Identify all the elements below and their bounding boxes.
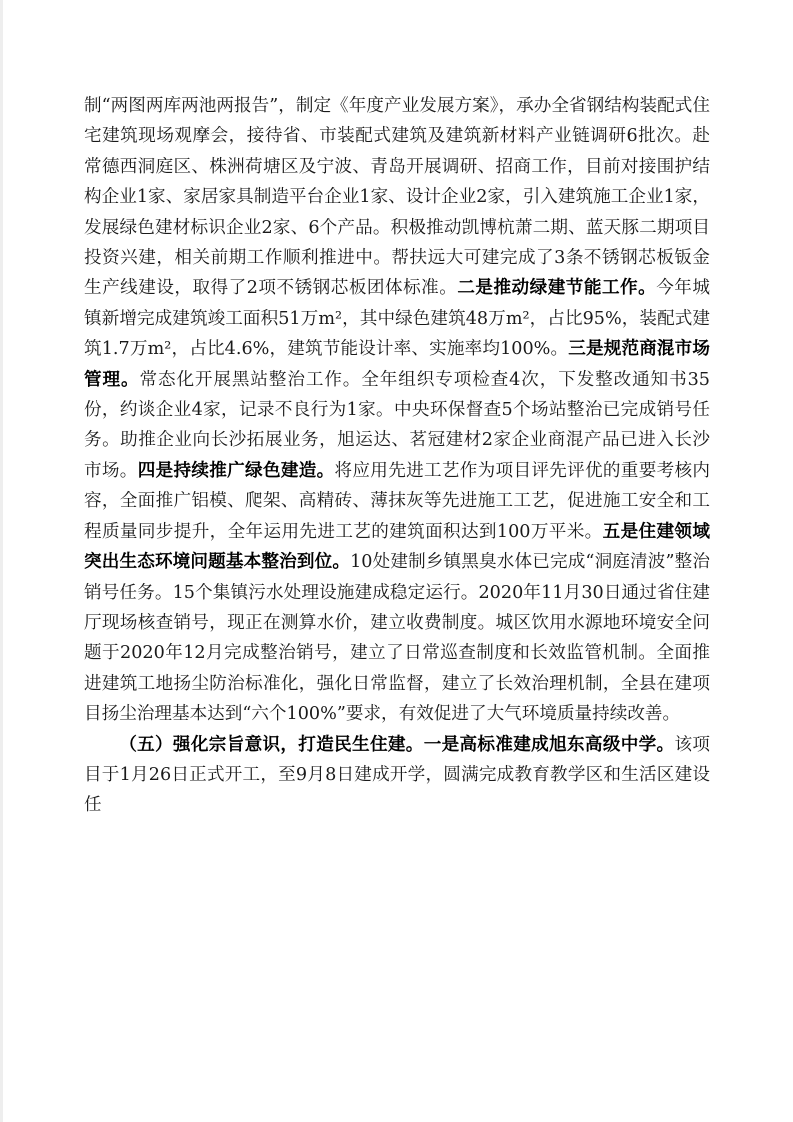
scan-edge xyxy=(0,0,3,1122)
section-heading: （五）强化宗旨意识，打造民生住建。一是高标准建成旭东高级中学。 xyxy=(119,733,675,755)
text-segment: 将应用先进工艺作为项目评先评优的重要考核内容，全面推广铝模、爬架、高精砖、薄抹灰等先进施工工艺，促进施工安全和工程质量同步提升，全年运用先进工艺的建筑面积达到100万平米。 xyxy=(84,460,710,542)
paragraph-section-five xyxy=(84,730,710,821)
text-segment: 10处建制乡镇黑臭水体已完成“洞庭清波”整治销号任务。15个集镇污水处理设施建成稳定运行。2020年11月30日通过省住建厅现场核查销号，现正在测算水价，建立收费制度。城区饮用水源地环境安全问题于2020年12月完成整治销号，建立了日常巡查制度和长效监管机制。全面推进建筑工地扬尘防治标准化，强化日常监督，建立了长效治理机制，全县在建项目扬尘治理基本达到“六个100%”要求，有效促进了大气环境质量持续改善。 xyxy=(84,552,710,725)
text-segment: 常态化开展黑站整治工作。全年组织专项检查4次，下发整改通知书35份，约谈企业4家，记录不良行为1家。中央环保督查5个场站整治已完成销号任务。助推企业向长沙拓展业务，旭运达、茗冠建材2家企业商混产品已进入长沙市场。 xyxy=(84,369,710,481)
bold-heading-5: 五是住建领域突出生态环境问题基本整治到位。 xyxy=(84,520,710,573)
bold-heading-4: 四是持续推广绿色建造。 xyxy=(137,459,335,481)
text-segment: 今年城镇新增完成建筑竣工面积51万m²，其中绿色建筑48万m²，占比95%，装配式建筑1.7万m²，占比4.6%，建筑节能设计率、实施率均100%。 xyxy=(84,278,710,360)
body-text xyxy=(84,91,710,821)
text-segment: 制“两图两库两池两报告”，制定《年度产业发展方案》，承办全省钢结构装配式住宅建筑现场观摩会，接待省、市装配式建筑及建筑新材料产业链调研6批次。赴常德西洞庭区、株洲荷塘区及宁波、青岛开展调研、招商工作，目前对接围护结构企业1家、家居家具制造平台企业1家、设计企业2家，引入建筑施工企业1家，发展绿色建材标识企业2家、6个产品。积极推动凯博杭萧二期、蓝天豚二期项目投资兴建，相关前期工作顺利推进中。帮扶远大可建完成了3条不锈钢芯板钣金生产线建设，取得了2项不锈钢芯板团体标准。 xyxy=(84,96,710,299)
text-segment: 该项目于1月26日正式开工，至9月8日建成开学，圆满完成教育教学区和生活区建设任 xyxy=(84,734,710,816)
paragraph-continued xyxy=(84,91,710,730)
bold-heading-2: 二是推动绿建节能工作。 xyxy=(457,277,657,299)
bold-heading-3: 三是规范商混市场管理。 xyxy=(84,338,710,390)
